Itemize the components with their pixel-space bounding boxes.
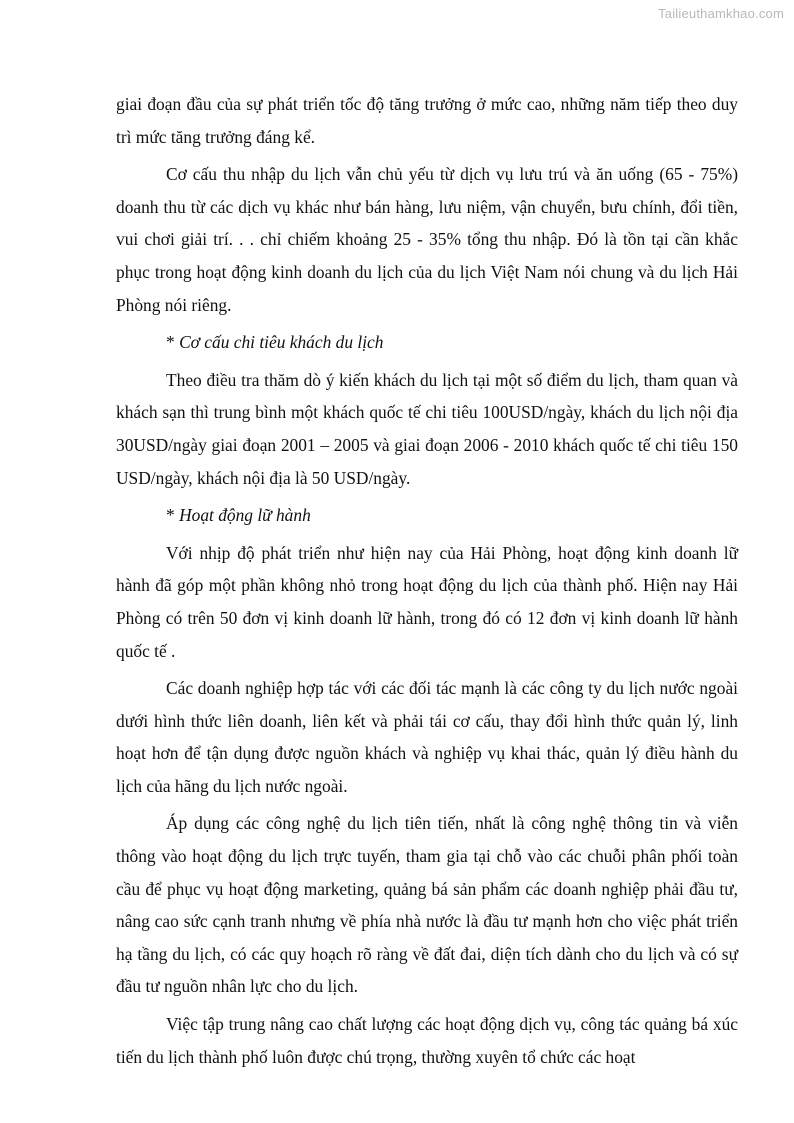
section-heading-travel [116,499,738,532]
document-page [116,88,738,1073]
section-heading-spending [116,326,738,359]
heading-text: Cơ cấu chi tiêu khách du lịch [179,332,384,353]
watermark: Tailieuthamkhao.com [658,6,784,21]
paragraph-cooperation: Các doanh nghiệp hợp tác với các đối tác mạnh là các công ty du lịch nước ngoài dưới hình thức liên doanh, liên kết và phải tái cơ cấu, thay đổi hình thức quản lý, linh hoạt hơn để tận dụng được nguồn khách và nghiệp vụ khai thác, quản lý điều hành du lịch của hãng du lịch nước ngoài. [116,678,738,796]
heading-marker: * [166,332,175,353]
paragraph-continuation: giai đoạn đầu của sự phát triển tốc độ tăng trưởng ở mức cao, những năm tiếp theo duy trì mức tăng trưởng đáng kể. [116,94,738,147]
paragraph-income-structure: Cơ cấu thu nhập du lịch vẫn chủ yếu từ dịch vụ lưu trú và ăn uống (65 - 75%) doanh thu từ các dịch vụ khác như bán hàng, lưu niệm, vận chuyển, bưu chính, đổi tiền, vui chơi giải trí. . . chỉ chiếm khoảng 25 - 35% tổng thu nhập. Đó là tồn tại cần khắc phục trong hoạt động kinh doanh du lịch của du lịch Việt Nam nói chung và du lịch Hải Phòng nói riêng. [116,164,738,315]
paragraph-technology: Áp dụng các công nghệ du lịch tiên tiến, nhất là công nghệ thông tin và viễn thông vào hoạt động du lịch trực tuyến, tham gia tại chỗ vào các chuỗi phân phối toàn cầu để phục vụ hoạt động marketing, quảng bá sản phẩm các doanh nghiệp phải đầu tư, nâng cao sức cạnh tranh nhưng về phía nhà nước là đầu tư mạnh hơn cho việc phát triển hạ tầng du lịch, có các quy hoạch rõ ràng về đất đai, diện tích dành cho du lịch và có sự đầu tư nguồn nhân lực cho du lịch. [116,813,738,997]
paragraph-quality: Việc tập trung nâng cao chất lượng các hoạt động dịch vụ, công tác quảng bá xúc tiến du lịch thành phố luôn được chú trọng, thường xuyên tổ chức các hoạt [116,1014,738,1067]
heading-marker: * [166,505,175,526]
paragraph-spending: Theo điều tra thăm dò ý kiến khách du lịch tại một số điểm du lịch, tham quan và khách sạn thì trung bình một khách quốc tế chi tiêu 100USD/ngày, khách du lịch nội địa 30USD/ngày giai đoạn 2001 – 2005 và giai đoạn 2006 - 2010 khách quốc tế chi tiêu 150 USD/ngày, khách nội địa là 50 USD/ngày. [116,369,738,488]
heading-text: Hoạt động lữ hành [179,505,311,526]
paragraph-travel-business: Với nhịp độ phát triển như hiện nay của Hải Phòng, hoạt động kinh doanh lữ hành đã góp một phần không nhỏ trong hoạt động du lịch của thành phố. Hiện nay Hải Phòng có trên 50 đơn vị kinh doanh lữ hành, trong đó có 12 đơn vị kinh doanh lữ hành quốc tế . [116,542,738,661]
